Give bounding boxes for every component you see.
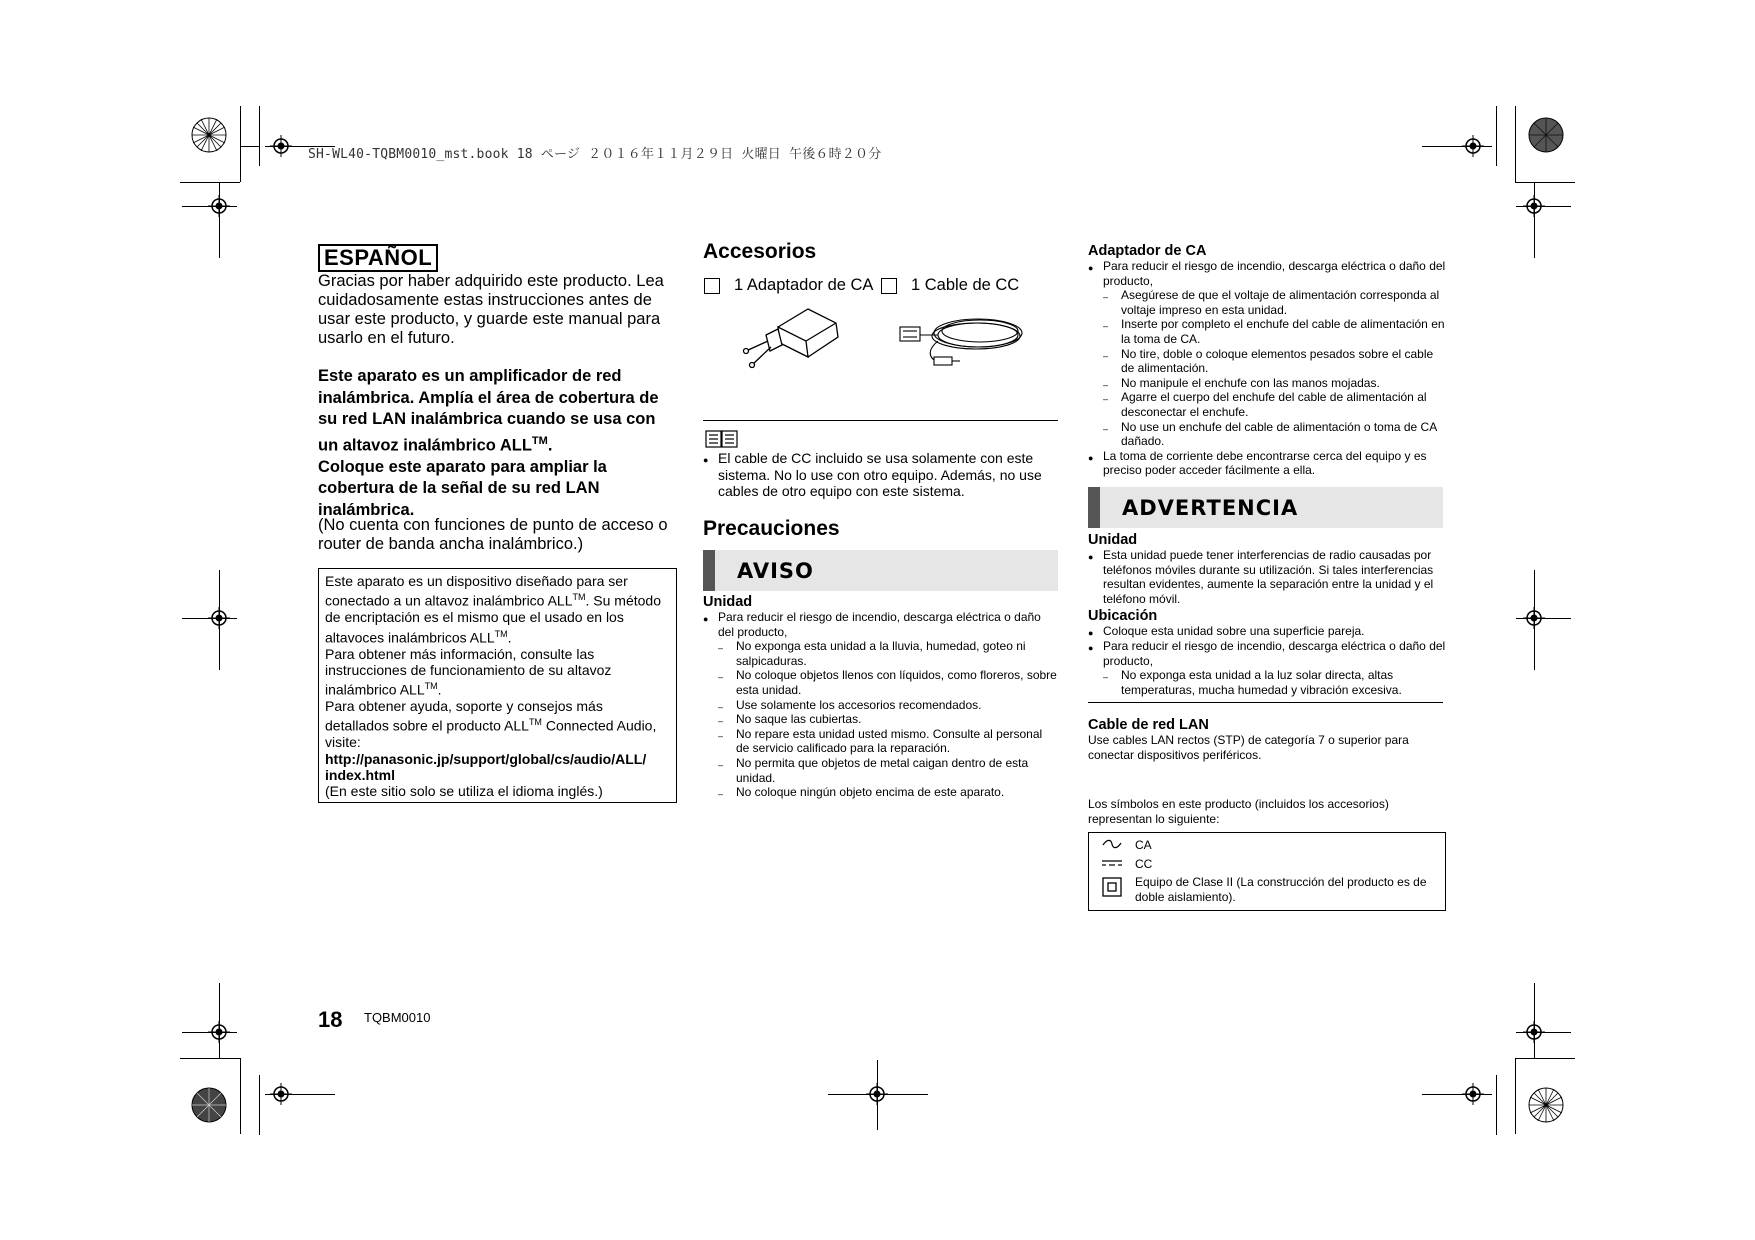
list-item: ● Para reducir el riesgo de incendio, descarga eléctrica o daño del producto, – No exponga esta unidad a la luz solar directa, altas temperaturas, mucha humedad y vibración excesiva. [1088,639,1448,697]
list-item: ● Para reducir el riesgo de incendio, descarga eléctrica o daño del producto, – Asegúrese de que el voltaje de alimentación corresponda al voltaje impreso en esta unidad. – Inserte por completo el enchufe del cable de alimentación en la toma de CA. – No tire, doble o coloque elementos pesados sobre el cable de alimentación. – No manipule el enchufe con las manos mojadas. – Agarre el cuerpo del enchufe del cable de alimentación al desconectar el enchufe. – No use un enchufe del cable de alimentación o toma de CA dañado. [1088,259,1448,449]
product-description [318,366,678,521]
info-p2: Para obtener más información, consulte las instrucciones de funcionamiento de su altavoz inalámbrico ALL™. [325,645,612,698]
subsection-title: Unidad [703,594,753,610]
symbols-table [1088,832,1446,911]
note-bullet: ● El cable de CC incluido se usa solamente con este sistema. No lo use con otro equipo. Además, no use cables de otro equipo con este sistema. [703,450,1058,500]
intro-paragraph: Gracias por haber adquirido este producto. Lea cuidadosamente estas instrucciones antes de usar este producto, y guarde este manual para usarlo en el futuro. [318,272,664,347]
cc-cable-note [703,450,1058,500]
color-rosette-icon [191,117,227,153]
registration-mark-icon [270,135,292,157]
color-rosette-icon [191,1087,227,1123]
subsection-title: Ubicación [1088,608,1158,625]
dc-symbol-icon [1089,857,1135,872]
checkbox-icon [704,278,720,294]
list-item: – Inserte por completo el enchufe del cable de alimentación en la toma de CA. [1103,317,1448,346]
description-text: Este aparato es un amplificador de red inalámbrica. Amplía el área de cobertura de su red LAN inalámbrica cuando se usa con un altavoz inalámbrico ALL [318,367,659,454]
language-tag: ESPAÑOL [318,244,438,272]
registration-mark-icon [1462,1083,1484,1105]
symbol-row [1089,855,1445,874]
registration-mark-icon [1523,1021,1545,1043]
color-rosette-icon [1528,117,1564,153]
document-code: TQBM0010 [364,1010,431,1025]
ac-symbol-icon [1089,838,1135,853]
banner-bar [703,550,715,591]
list-item: ● Para reducir el riesgo de incendio, descarga eléctrica o daño del producto, – No exponga esta unidad a la lluvia, humedad, goteo ni salpicaduras. – No coloque objetos llenos con líquidos, como floreros, sobre esta unidad. – Use solamente los accesorios recomendados. – No saque las cubiertas. – No repare esta unidad usted mismo. Consulte al personal de servicio calificado para la reparación. – No permita que objetos de metal caigan dentro de esta unidad. – No coloque ningún objeto encima de este aparato. [703,610,1058,800]
subsection-title: Adaptador de CA [1088,243,1207,259]
list-item: – No exponga esta unidad a la lluvia, humedad, goteo ni salpicaduras. [718,639,1058,668]
advertencia-section [1088,532,1448,697]
page-number: 18 [318,1007,343,1032]
ac-adapter-illustration [738,305,843,377]
section-divider [1088,702,1443,703]
list-item: – No manipule el enchufe con las manos mojadas. [1103,376,1448,391]
support-url[interactable]: http://panasonic.jp/support/global/cs/audio/ALL/ index.html [325,750,647,783]
subsection-title: Cable de red LAN [1088,717,1209,733]
list-item: – No coloque objetos llenos con líquidos, como floreros, sobre esta unidad. [718,668,1058,697]
trademark: TM [531,434,548,447]
note-paragraph: (No cuenta con funciones de punto de acceso o router de banda ancha inalámbrico.) [318,516,668,553]
registration-mark-icon [1523,195,1545,217]
adapter-section [1088,243,1448,478]
info-p3: Para obtener ayuda, soporte y consejos más detallados sobre el producto ALL™ Connected Audio, visite: [325,698,657,751]
accessory-label: 1 Cable de CC [911,276,1020,294]
advertencia-banner [1088,487,1443,528]
registration-mark-icon [208,607,230,629]
accessory-item [704,276,873,295]
list-item: – Use solamente los accesorios recomendados. [718,698,1058,713]
registration-mark-icon [270,1083,292,1105]
book-note-icon [705,430,739,448]
symbol-row [1089,836,1445,855]
list-item: – No repare esta unidad usted mismo. Consulte al personal de servicio calificado para la reparación. [718,727,1058,756]
list-item: – No permita que objetos de metal caigan dentro de esta unidad. [718,756,1058,785]
symbol-row [1089,873,1445,906]
dc-cable-illustration [898,305,1028,370]
list-item: – No saque las cubiertas. [718,712,1058,727]
symbol-text: CA [1135,838,1152,852]
banner-label: AVISO [737,558,814,583]
registration-mark-icon [1462,135,1484,157]
registration-mark-icon [866,1083,888,1105]
print-info-header: SH-WL40-TQBM0010_mst.book 18 ページ ２０１６年１１月２９日 火曜日 午後６時２０分 [308,147,882,162]
banner-label: ADVERTENCIA [1122,495,1299,520]
accessory-label: 1 Adaptador de CA [734,276,874,294]
symbol-text: Equipo de Clase II (La construcción del producto es de doble aislamiento). [1135,875,1427,904]
list-item: – Asegúrese de que el voltaje de alimentación corresponda al voltaje impreso en esta unidad. [1103,288,1448,317]
list-item: ● Esta unidad puede tener interferencias de radio causadas por teléfonos móviles durante su utilización. Si tales interferencias resultan evidentes, aumente la separación entre la unidad y el teléfono móvil. [1088,548,1448,606]
accessory-item [881,276,1019,295]
registration-mark-icon [208,1021,230,1043]
list-item: ● Coloque esta unidad sobre una superficie pareja. [1088,624,1448,639]
banner-bar [1088,487,1100,528]
info-p4: (En este sitio solo se utiliza el idioma inglés.) [325,783,603,800]
registration-mark-icon [208,195,230,217]
section-divider [703,420,1058,421]
list-item: ● La toma de corriente debe encontrarse cerca del equipo y es preciso poder acceder fácilmente a ella. [1088,449,1448,478]
list-item: – Agarre el cuerpo del enchufe del cable de alimentación al desconectar el enchufe. [1103,390,1448,419]
list-item: – No coloque ningún objeto encima de este aparato. [718,785,1058,800]
info-box [318,568,677,803]
aviso-banner [703,550,1058,591]
list-item: – No use un enchufe del cable de alimentación o toma de CA dañado. [1103,420,1448,449]
description-period: . [547,436,553,454]
class-ii-symbol-icon [1089,875,1135,901]
placement-text: Coloque este aparato para ampliar la cobertura de la señal de su red LAN inalámbrica. [318,457,607,519]
precautions-heading: Precauciones [703,517,840,540]
accessories-heading: Accesorios [703,240,817,263]
registration-mark-icon [1523,607,1545,629]
list-item: – No exponga esta unidad a la luz solar directa, altas temperaturas, mucha humedad y vibración excesiva. [1103,668,1448,697]
info-p1: Este aparato es un dispositivo diseñado para ser conectado a un altavoz inalámbrico ALL™. Su método de encriptación es el mismo que el usado en los altavoces inalámbricos ALL™. [325,573,661,646]
lan-section [1088,717,1448,762]
subsection-title: Unidad [1088,532,1138,548]
checkbox-icon [881,278,897,294]
list-item: – No tire, doble o coloque elementos pesados sobre el cable de alimentación. [1103,347,1448,376]
color-rosette-icon [1528,1087,1564,1123]
symbols-intro: Los símbolos en este producto (incluidos los accesorios) representan lo siguiente: [1088,797,1389,826]
symbol-text: CC [1135,856,1153,871]
aviso-section [703,594,1058,800]
lan-text: Use cables LAN rectos (STP) de categoría 7 o superior para conectar dispositivos periféricos. [1088,733,1409,762]
